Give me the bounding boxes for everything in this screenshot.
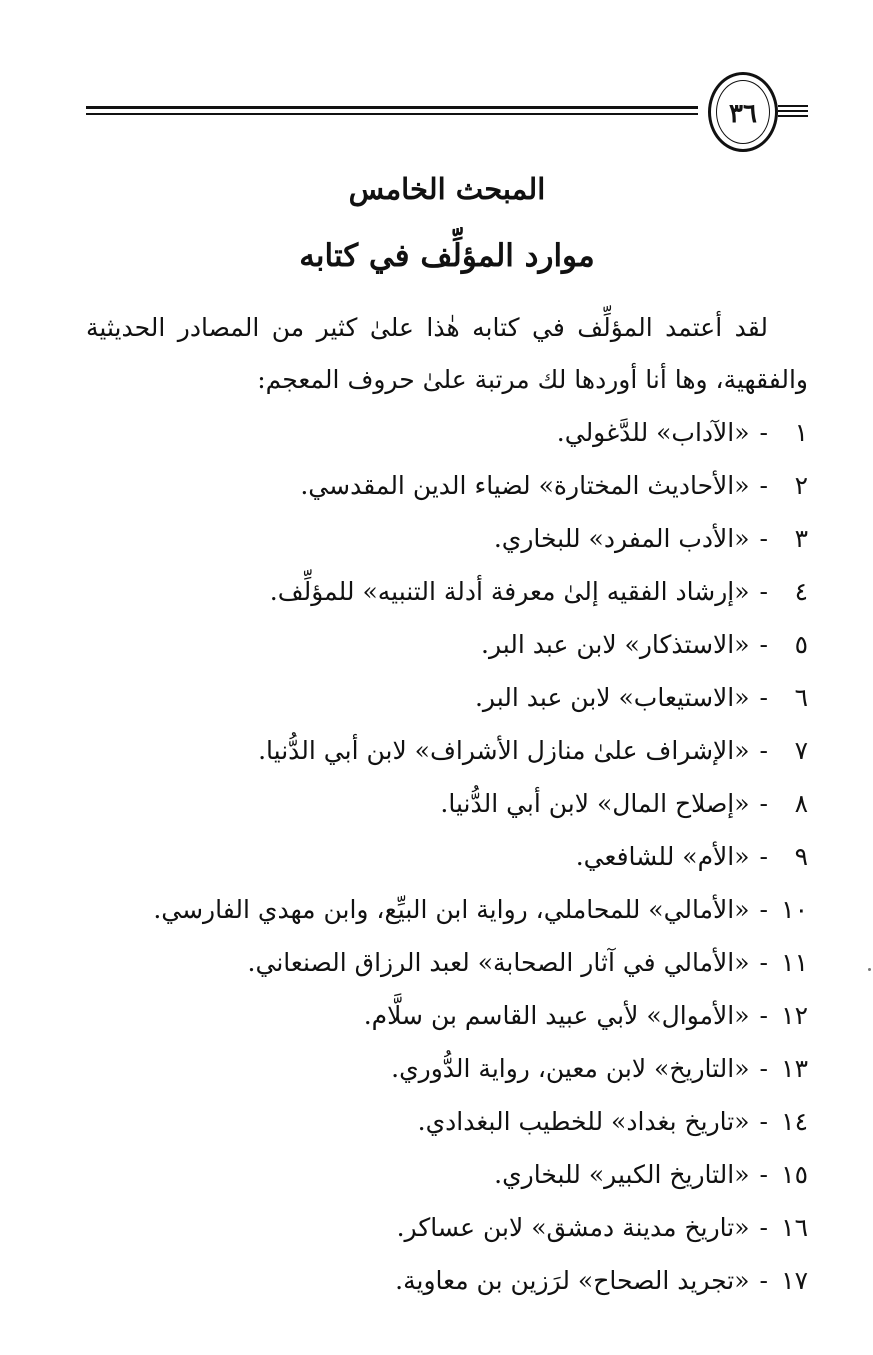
source-dash: - xyxy=(759,1001,768,1030)
source-number: ٧ xyxy=(794,736,808,765)
source-title: «إصلاح المال» لابن أبي الدُّنيا. xyxy=(440,789,750,818)
header-rule-right-middle xyxy=(778,110,808,112)
source-title: «إرشاد الفقيه إلىٰ معرفة أدلة التنبيه» للمؤلِّف. xyxy=(269,577,750,606)
header-rule-right-bottom xyxy=(778,115,808,117)
source-item xyxy=(86,1148,808,1201)
source-number: ٤ xyxy=(794,577,808,606)
source-dash: - xyxy=(759,1054,768,1083)
section-title: موارد المؤلِّف في كتابه xyxy=(299,238,595,274)
source-item xyxy=(86,671,808,724)
source-dash: - xyxy=(759,842,768,871)
source-title: «التاريخ الكبير» للبخاري. xyxy=(494,1160,750,1189)
source-item xyxy=(86,989,808,1042)
page-body xyxy=(86,158,808,1307)
header-rule-thick xyxy=(86,106,698,109)
source-item xyxy=(86,724,808,777)
source-dash: - xyxy=(759,524,768,553)
source-dash: - xyxy=(759,736,768,765)
source-item xyxy=(86,1254,808,1307)
source-title: «الاستذكار» لابن عبد البر. xyxy=(481,630,750,659)
source-number: ١ xyxy=(794,418,808,447)
source-number: ١٣ xyxy=(781,1054,808,1083)
source-title: «تاريخ بغداد» للخطيب البغدادي. xyxy=(417,1107,750,1136)
source-title: «الأمالي في آثار الصحابة» لعبد الرزاق الصنعاني. xyxy=(247,948,750,977)
source-number: ٥ xyxy=(794,630,808,659)
source-title: «التاريخ» لابن معين، رواية الدُّوري. xyxy=(391,1054,750,1083)
source-item xyxy=(86,1095,808,1148)
page-number: ٣٦ xyxy=(729,99,757,129)
source-number: ٦ xyxy=(794,683,808,712)
source-number: ٢ xyxy=(794,471,808,500)
source-title: «الأم» للشافعي. xyxy=(575,842,750,871)
source-number: ١٢ xyxy=(781,1001,808,1030)
source-item xyxy=(86,565,808,618)
source-dash: - xyxy=(759,418,768,447)
source-dash: - xyxy=(759,630,768,659)
source-item xyxy=(86,777,808,830)
source-number: ١٥ xyxy=(781,1160,808,1189)
source-item xyxy=(86,406,808,459)
source-number: ١٠ xyxy=(781,895,808,924)
source-item xyxy=(86,618,808,671)
source-title: «تجريد الصحاح» لرَزين بن معاوية. xyxy=(395,1266,750,1295)
source-number: ١١ xyxy=(781,948,808,977)
source-dash: - xyxy=(759,948,768,977)
source-dash: - xyxy=(759,895,768,924)
source-title: «الاستيعاب» لابن عبد البر. xyxy=(474,683,750,712)
page-number-oval xyxy=(708,72,778,152)
intro-paragraph: لقد أعتمد المؤلِّف في كتابه هٰذا علىٰ كثير من المصادر الحديثية والفقهية، وها أنا أوردها لك مرتبة علىٰ حروف المعجم: xyxy=(86,313,808,394)
source-title: «تاريخ مدينة دمشق» لابن عساكر. xyxy=(396,1213,750,1242)
source-dash: - xyxy=(759,1107,768,1136)
source-dash: - xyxy=(759,789,768,818)
source-dash: - xyxy=(759,1213,768,1242)
source-item xyxy=(86,830,808,883)
source-item xyxy=(86,1042,808,1095)
source-number: ٣ xyxy=(794,524,808,553)
source-number: ٩ xyxy=(794,842,808,871)
header-rule-right-top xyxy=(778,105,808,107)
source-item xyxy=(86,512,808,565)
scan-speck xyxy=(868,968,871,971)
source-item xyxy=(86,936,808,989)
source-dash: - xyxy=(759,577,768,606)
page-header xyxy=(86,72,808,158)
source-number: ١٧ xyxy=(781,1266,808,1295)
source-title: «الأموال» لأبي عبيد القاسم بن سلَّام. xyxy=(363,1001,750,1030)
source-number: ١٤ xyxy=(781,1107,808,1136)
source-number: ٨ xyxy=(794,789,808,818)
source-title: «الإشراف علىٰ منازل الأشراف» لابن أبي الدُّنيا. xyxy=(258,736,750,765)
section-label: المبحث الخامس xyxy=(348,172,546,206)
source-dash: - xyxy=(759,1160,768,1189)
header-rule-thin xyxy=(86,113,698,115)
source-title: «الأدب المفرد» للبخاري. xyxy=(493,524,750,553)
source-item xyxy=(86,459,808,512)
source-title: «الأحاديث المختارة» لضياء الدين المقدسي. xyxy=(300,471,750,500)
source-dash: - xyxy=(759,1266,768,1295)
sources-list xyxy=(86,406,808,1307)
source-title: «الآداب» للدَّغولي. xyxy=(556,418,750,447)
source-dash: - xyxy=(759,471,768,500)
source-item xyxy=(86,883,808,936)
source-title: «الأمالي» للمحاملي، رواية ابن البيِّع، وابن مهدي الفارسي. xyxy=(153,895,750,924)
source-item xyxy=(86,1201,808,1254)
source-number: ١٦ xyxy=(781,1213,808,1242)
source-dash: - xyxy=(759,683,768,712)
